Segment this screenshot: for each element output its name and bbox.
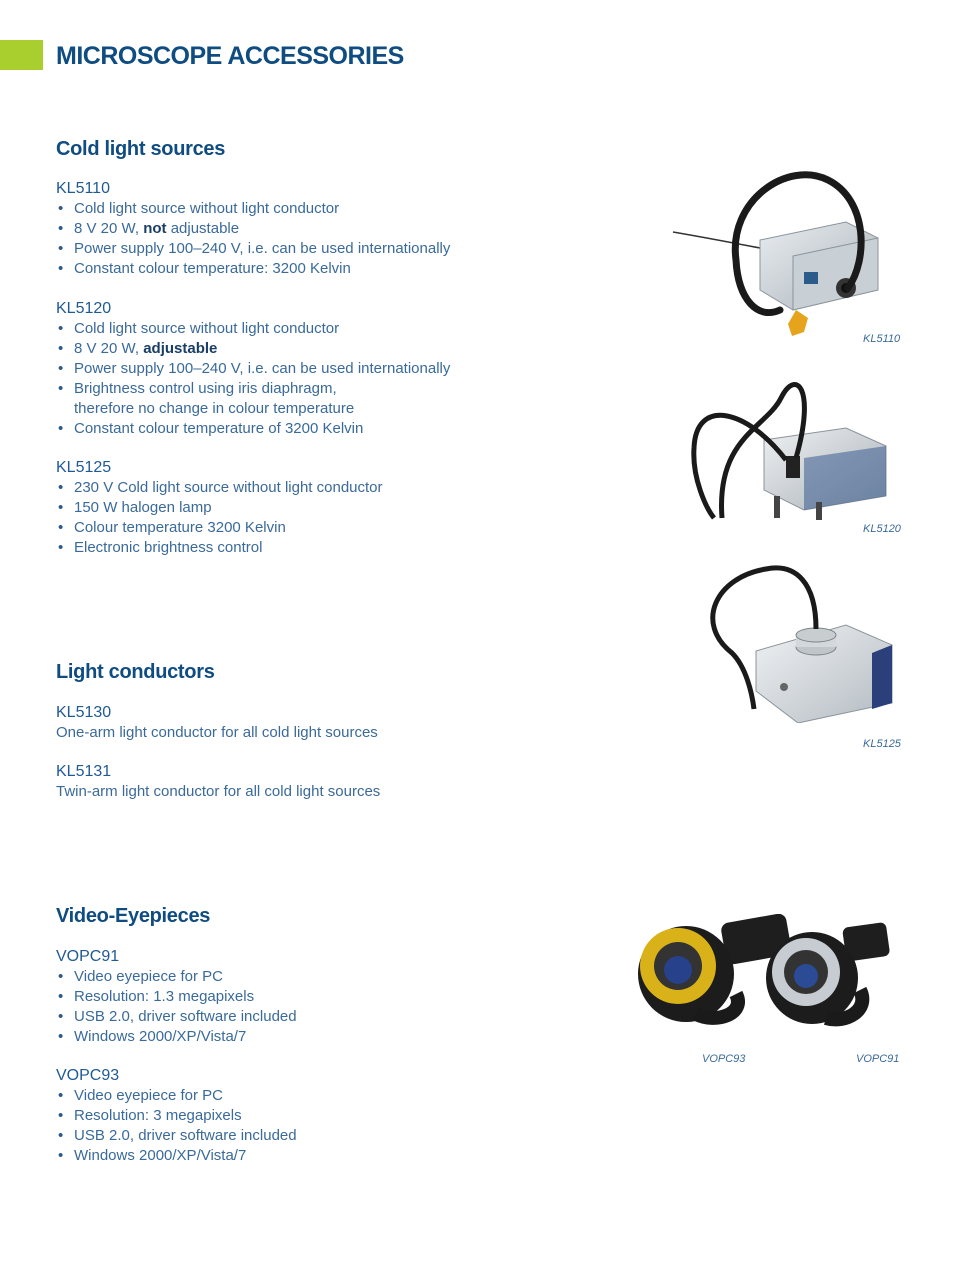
- feature-item: • Cold light source without light conductor: [56, 199, 450, 219]
- product-code: KL5110: [56, 180, 110, 197]
- product-kl5131: [56, 762, 380, 802]
- product-code: KL5125: [56, 459, 112, 476]
- feature-item: • USB 2.0, driver software included: [56, 1126, 297, 1146]
- section-title-video-eyepieces: Video-Eyepieces: [56, 905, 211, 927]
- feature-item: • 150 W halogen lamp: [56, 498, 383, 518]
- feature-item: • Constant colour temperature of 3200 Kelvin: [56, 419, 450, 439]
- feature-list: [56, 319, 450, 439]
- photo-caption-kl5125: KL5125: [863, 738, 901, 750]
- feature-item: • 230 V Cold light source without light conductor: [56, 478, 383, 498]
- product-description: One-arm light conductor for all cold light sources: [56, 724, 378, 741]
- feature-item: • Electronic brightness control: [56, 538, 383, 558]
- feature-item: • Constant colour temperature: 3200 Kelvin: [56, 259, 450, 279]
- feature-item: • Resolution: 1.3 megapixels: [56, 987, 297, 1007]
- feature-item: [56, 339, 450, 359]
- product-code: VOPC91: [56, 948, 120, 965]
- product-kl5125: [56, 458, 383, 558]
- feature-item: • Video eyepiece for PC: [56, 1086, 297, 1106]
- product-description: Twin-arm light conductor for all cold light sources: [56, 783, 381, 800]
- product-code: KL5131: [56, 763, 112, 780]
- feature-list: [56, 967, 297, 1047]
- feature-item: • Windows 2000/XP/Vista/7: [56, 1146, 297, 1166]
- product-code: VOPC93: [56, 1067, 120, 1084]
- kl5110-photo: [668, 160, 908, 340]
- feature-item: • USB 2.0, driver software included: [56, 1007, 297, 1027]
- feature-emphasis: not: [143, 220, 167, 237]
- product-kl5120: [56, 299, 450, 439]
- kl5125-photo: [696, 563, 896, 723]
- feature-text: 8 V 20 W,: [74, 220, 144, 237]
- feature-item: • Colour temperature 3200 Kelvin: [56, 518, 383, 538]
- video-eyepieces-photo: [636, 914, 896, 1044]
- photo-caption-vopc93: VOPC93: [702, 1053, 746, 1065]
- photo-caption-kl5110: KL5110: [863, 333, 901, 345]
- feature-text: 8 V 20 W,: [74, 340, 144, 357]
- product-kl5110: [56, 179, 450, 279]
- product-vopc93: [56, 1066, 297, 1166]
- feature-list: [56, 199, 450, 279]
- feature-text: • Brightness control using iris diaphragm,: [74, 380, 337, 397]
- feature-item: • Cold light source without light conductor: [56, 319, 450, 339]
- product-vopc91: [56, 947, 297, 1047]
- product-code: KL5130: [56, 704, 112, 721]
- photo-caption-vopc91: VOPC91: [856, 1053, 900, 1065]
- product-kl5130: [56, 703, 378, 743]
- feature-list: [56, 478, 383, 558]
- feature-item: • Windows 2000/XP/Vista/7: [56, 1027, 297, 1047]
- feature-item: • Video eyepiece for PC: [56, 967, 297, 987]
- feature-item: • Power supply 100–240 V, i.e. can be used internationally: [56, 239, 450, 259]
- feature-item: [56, 379, 450, 419]
- kl5120-photo: [686, 368, 896, 528]
- feature-item: • Power supply 100–240 V, i.e. can be used internationally: [56, 359, 450, 379]
- accent-bar: [0, 40, 43, 70]
- feature-text: therefore no change in colour temperature: [74, 400, 355, 417]
- feature-emphasis: adjustable: [143, 340, 218, 357]
- section-title-light-conductors: Light conductors: [56, 661, 215, 683]
- feature-list: [56, 1086, 297, 1166]
- photo-caption-kl5120: KL5120: [863, 523, 901, 535]
- feature-text: adjustable: [166, 220, 240, 237]
- feature-item: [56, 219, 450, 239]
- section-title-cold-light-sources: Cold light sources: [56, 138, 226, 160]
- product-code: KL5120: [56, 300, 112, 317]
- page-title: MICROSCOPE ACCESSORIES: [56, 42, 404, 70]
- feature-item: • Resolution: 3 megapixels: [56, 1106, 297, 1126]
